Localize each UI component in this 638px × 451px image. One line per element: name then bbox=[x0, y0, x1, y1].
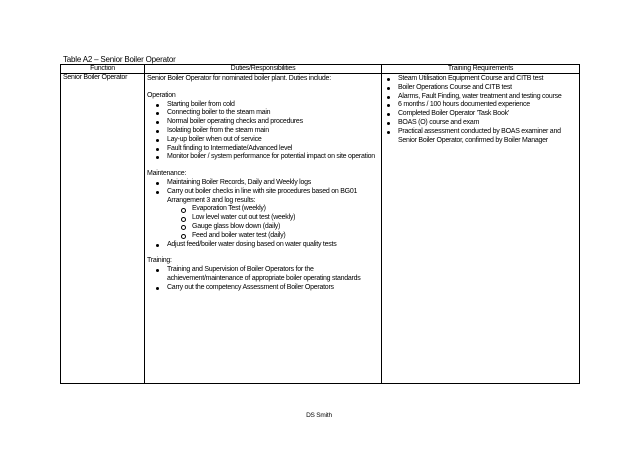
sub-list-item: Evaporation Test (weekly) bbox=[192, 205, 379, 214]
list-item: Practical assessment conducted by BOAS examiner and Senior Boiler Operator, confirmed by Boiler Manager bbox=[398, 128, 577, 146]
function-text: Senior Boiler Operator bbox=[63, 74, 128, 81]
duties-cell bbox=[145, 74, 382, 384]
list-item: Boiler Operations Course and CITB test bbox=[398, 84, 577, 93]
list-item bbox=[167, 188, 379, 241]
list-item: Adjust feed/boiler water dosing based on water quality tests bbox=[167, 241, 379, 250]
list-item: Monitor boiler / system performance for potential impact on site operation bbox=[167, 153, 379, 162]
list-item: Carry out the competency Assessment of Boiler Operators bbox=[167, 284, 379, 293]
sub-list-item: Gauge glass blow down (daily) bbox=[192, 223, 379, 232]
list-item: Alarms, Fault Finding, water treatment and testing course bbox=[398, 93, 577, 102]
list-item: Isolating boiler from the steam main bbox=[167, 127, 379, 136]
list-item: Steam Utilisation Equipment Course and CITB test bbox=[398, 75, 577, 84]
list-item: 6 months / 100 hours documented experience bbox=[398, 101, 577, 110]
header-duties: Duties/Responsibilities bbox=[145, 65, 382, 74]
role-table bbox=[60, 64, 580, 384]
list-item: BOAS (O) course and exam bbox=[398, 119, 577, 128]
list-item: Normal boiler operating checks and procedures bbox=[167, 118, 379, 127]
list-item: Completed Boiler Operator 'Task Book' bbox=[398, 110, 577, 119]
table-row bbox=[61, 74, 580, 384]
maintenance-heading: Maintenance: bbox=[147, 170, 187, 178]
training-requirements-list bbox=[384, 75, 577, 145]
list-item: Maintaining Boiler Records, Daily and Weekly logs bbox=[167, 179, 379, 188]
header-function: Function bbox=[61, 65, 145, 74]
list-item: Starting boiler from cold bbox=[167, 101, 379, 110]
list-item: Connecting boiler to the steam main bbox=[167, 109, 379, 118]
training-duties-list bbox=[147, 266, 379, 292]
function-cell bbox=[61, 74, 145, 384]
header-training: Training Requirements bbox=[382, 65, 580, 74]
training-duties-heading: Training: bbox=[147, 257, 172, 265]
table-header-row bbox=[61, 65, 580, 74]
table-caption: Table A2 – Senior Boiler Operator bbox=[63, 55, 176, 64]
sub-list-item: Low level water cut out test (weekly) bbox=[192, 214, 379, 223]
operation-heading: Operation bbox=[147, 91, 176, 99]
list-item: Fault finding to Intermediate/Advanced level bbox=[167, 145, 379, 154]
training-requirements-cell bbox=[382, 74, 580, 384]
duties-intro: Senior Boiler Operator for nominated boiler plant. Duties include: bbox=[147, 75, 331, 82]
page-footer: DS Smith bbox=[306, 412, 332, 419]
boiler-checks-sublist bbox=[167, 205, 379, 240]
operation-list bbox=[147, 101, 379, 163]
list-item-text: Carry out boiler checks in line with site procedures based on BG01 Arrangement 3 and log results: bbox=[167, 187, 358, 204]
list-item: Lay-up boiler when out of service bbox=[167, 136, 379, 145]
maintenance-list bbox=[147, 179, 379, 249]
list-item: Training and Supervision of Boiler Operators for the achievement/maintenance of appropriate boiler operating standards bbox=[167, 266, 379, 284]
sub-list-item: Feed and boiler water test (daily) bbox=[192, 232, 379, 241]
